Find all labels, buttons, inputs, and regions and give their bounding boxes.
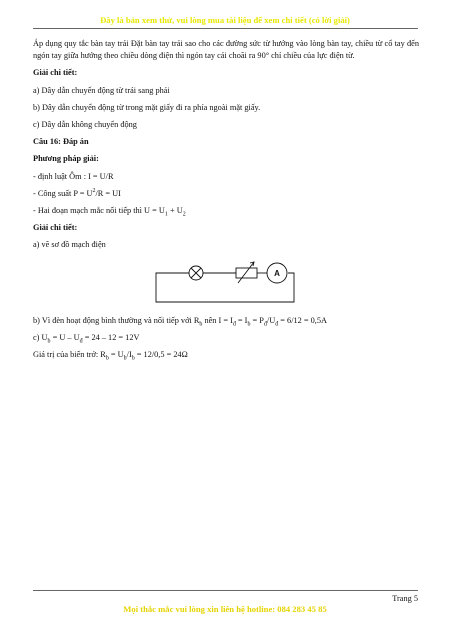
- method-power: - Công suất $P = U^2/R$ = UI: [33, 188, 121, 198]
- footer-banner: Mọi thắc mắc vui lòng xin liên hệ hotline: 084 283 45 85: [123, 604, 327, 614]
- header-banner: Đây là bản xem thử, vui lòng mua tài liệu để xem chi tiết (có lời giải): [100, 15, 350, 25]
- line-b: b) Vì đèn hoạt động bình thường và nối tiếp với $R_b$ nên $I = I_đ = I_b = P_đ/U_đ = 6/12 = 0,5A$: [33, 315, 327, 328]
- rheostat-icon: [236, 268, 257, 278]
- answer-a: a) Dây dẫn chuyển động từ trái sang phải: [33, 85, 170, 95]
- footer-rule: [33, 590, 418, 591]
- heading-method: Phương pháp giải:: [33, 154, 99, 164]
- page-content: [33, 38, 419, 361]
- ammeter-label: A: [274, 268, 280, 278]
- heading-detail: Giải chi tiết:: [33, 68, 78, 78]
- heading-detail-2: Giải chi tiết:: [33, 223, 78, 233]
- page-number: Trang 5: [392, 594, 418, 603]
- circuit-diagram: [153, 261, 303, 305]
- header-rule: [33, 28, 418, 29]
- line-resistance: Giá trị của biến trở: $R_b = U_b/I_b = 12/0,5 = 24\Omega$: [33, 350, 188, 362]
- answer-b: b) Dây dẫn chuyển động từ trong mặt giấy đi ra phía ngoài mặt giấy.: [33, 102, 261, 112]
- method-ohm: - định luật Ôm : I = U/R: [33, 171, 114, 181]
- answer-c: c) Dây dẫn không chuyển động: [33, 120, 137, 130]
- method-series: - Hai đoạn mạch mắc nối tiếp thì $U = U_1 + U_2$: [33, 206, 186, 218]
- rheostat-arrow: [238, 262, 254, 283]
- line-c: c) $U_b = U - U_đ = 24 - 12 = 12V$: [33, 332, 140, 345]
- circuit-intro: a) vẽ sơ đồ mạch điện: [33, 240, 106, 250]
- question-heading: Câu 16: Đáp án: [33, 137, 89, 147]
- intro-paragraph: Áp dụng quy tắc bàn tay trái Đặt bàn tay trái sao cho các đường sức từ hướng vào lòng bàn tay, chiều từ cổ tay đến ngón tay giữa hướng theo chiều dòng điện thì ngón tay cái choãi ra 90° chỉ chiều của lực điện từ.: [33, 39, 419, 61]
